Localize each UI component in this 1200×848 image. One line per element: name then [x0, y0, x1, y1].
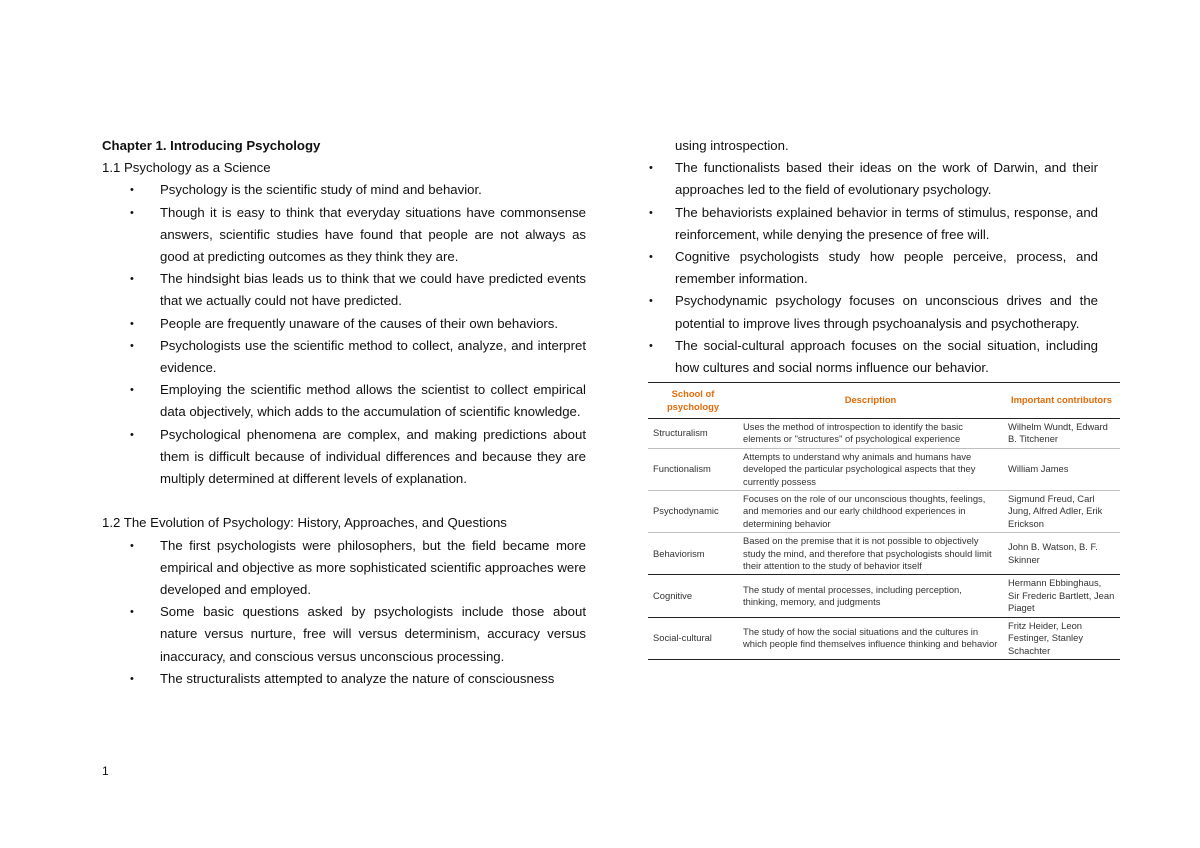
contributors-cell: Sigmund Freud, Carl Jung, Alfred Adler, Erik Erickson	[1003, 491, 1120, 533]
table-row	[648, 575, 1120, 617]
school-cell: Psychodynamic	[648, 491, 738, 533]
school-cell: Cognitive	[648, 575, 738, 617]
header-school: School of psychology	[648, 383, 738, 419]
list-item: • Psychological phenomena are complex, and making predictions about them is difficult because of individual differences and because they are multiply determined at different levels of explanation.	[102, 424, 586, 491]
right-column	[650, 135, 1098, 379]
list-item: • People are frequently unaware of the causes of their own behaviors.	[102, 313, 586, 335]
list-item: • Though it is easy to think that everyday situations have commonsense answers, scientific studies have found that people are not always as good at predicting outcomes as they think they are.	[102, 202, 586, 269]
school-cell: Behaviorism	[648, 533, 738, 575]
school-cell: Structuralism	[648, 419, 738, 449]
list-item: • Employing the scientific method allows the scientist to collect empirical data objectively, which adds to the accumulation of scientific knowledge.	[102, 379, 586, 423]
description-cell: The study of how the social situations and the cultures in which people find themselves influence thinking and behavior	[738, 617, 1003, 659]
left-column	[102, 135, 586, 690]
table-row	[648, 533, 1120, 575]
section-2-title: 1.2 The Evolution of Psychology: History, Approaches, and Questions	[102, 515, 507, 531]
list-item: • The structuralists attempted to analyze the nature of consciousness	[102, 668, 586, 690]
header-description: Description	[738, 383, 1003, 419]
list-item: • Some basic questions asked by psychologists include those about nature versus nurture, free will versus determinism, accuracy versus inaccuracy, and conscious versus unconscious processing.	[102, 601, 586, 668]
continued-text: using introspection.	[675, 138, 789, 153]
table-row	[648, 448, 1120, 490]
contributors-cell: Fritz Heider, Leon Festinger, Stanley Schachter	[1003, 617, 1120, 659]
list-item: • The social-cultural approach focuses on the social situation, including how cultures and social norms influence our behavior.	[650, 335, 1098, 379]
table-row	[648, 419, 1120, 449]
right-bullets	[650, 157, 1098, 379]
contributors-cell: Wilhelm Wundt, Edward B. Titchener	[1003, 419, 1120, 449]
school-cell: Functionalism	[648, 448, 738, 490]
description-cell: Based on the premise that it is not possible to objectively study the mind, and therefore that psychologists should limit their attention to the study of behavior itself	[738, 533, 1003, 575]
list-item: • The first psychologists were philosophers, but the field became more empirical and objective as more sophisticated scientific approaches were developed and employed.	[102, 535, 586, 602]
header-contributors: Important contributors	[1003, 383, 1120, 419]
section-1-bullets	[102, 179, 586, 490]
list-item: • Psychology is the scientific study of mind and behavior.	[102, 179, 586, 201]
description-cell: Focuses on the role of our unconscious thoughts, feelings, and memories and our early childhood experiences in determining behavior	[738, 491, 1003, 533]
list-item: • The hindsight bias leads us to think that we could have predicted events that we actually could not have predicted.	[102, 268, 586, 312]
schools-of-psychology-table	[648, 382, 1120, 660]
description-cell: The study of mental processes, including perception, thinking, memory, and judgments	[738, 575, 1003, 617]
table-row	[648, 491, 1120, 533]
contributors-cell: Hermann Ebbinghaus, Sir Frederic Bartlett, Jean Piaget	[1003, 575, 1120, 617]
contributors-cell: William James	[1003, 448, 1120, 490]
list-item: • Psychodynamic psychology focuses on unconscious drives and the potential to improve lives through psychoanalysis and psychotherapy.	[650, 290, 1098, 334]
section-2-bullets	[102, 535, 586, 690]
list-item: • Cognitive psychologists study how people perceive, process, and remember information.	[650, 246, 1098, 290]
chapter-title: Chapter 1. Introducing Psychology	[102, 138, 321, 153]
section-1-title: 1.1 Psychology as a Science	[102, 160, 271, 176]
description-cell: Attempts to understand why animals and humans have developed the particular psychological aspects that they currently possess	[738, 448, 1003, 490]
school-cell: Social-cultural	[648, 617, 738, 659]
contributors-cell: John B. Watson, B. F. Skinner	[1003, 533, 1120, 575]
page-number: 1	[102, 764, 109, 778]
table-row	[648, 617, 1120, 659]
list-item: • The functionalists based their ideas on the work of Darwin, and their approaches led to the field of evolutionary psychology.	[650, 157, 1098, 201]
description-cell: Uses the method of introspection to identify the basic elements or "structures" of psychological experience	[738, 419, 1003, 449]
list-item: • The behaviorists explained behavior in terms of stimulus, response, and reinforcement, while denying the presence of free will.	[650, 202, 1098, 246]
list-item: • Psychologists use the scientific method to collect, analyze, and interpret evidence.	[102, 335, 586, 379]
